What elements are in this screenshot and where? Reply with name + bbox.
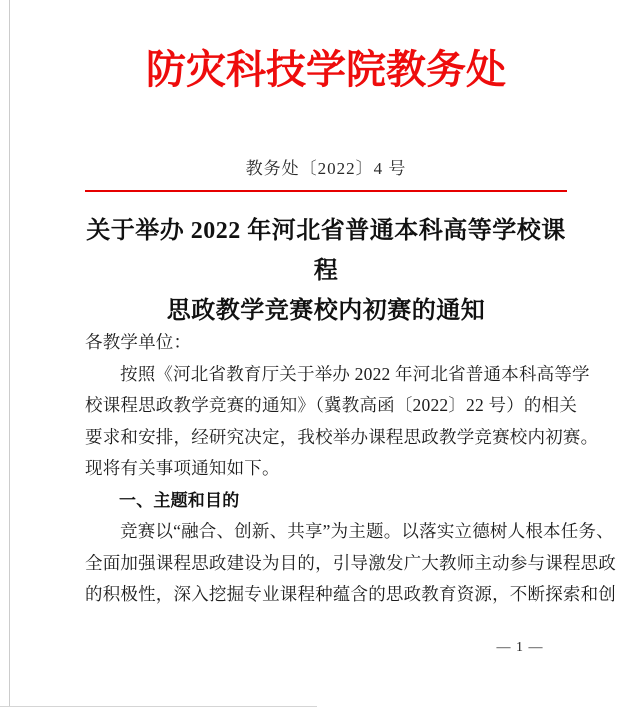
document-title-line-1: 关于举办 2022 年河北省普通本科高等学校课程: [86, 218, 566, 284]
body-line: 按照《河北省教育厅关于举办 2022 年河北省普通本科高等学: [120, 363, 590, 384]
page-number: — 1 —: [496, 640, 544, 655]
body-line: 现将有关事项通知如下。: [85, 458, 280, 478]
body-line: 的积极性，深入挖掘专业课程种蕴含的思政教育资源，不断探索和创: [85, 584, 616, 604]
body-line: 要求和安排，经研究决定，我校举办课程思政教学竞赛校内初赛。: [85, 426, 599, 447]
document-body: [85, 327, 616, 611]
document-reference-number: 教务处〔2022〕4 号: [245, 159, 407, 178]
body-line: 校课程思政教学竞赛的通知》（冀教高函〔2022〕22 号）的相关: [85, 395, 578, 415]
page-bottom-edge-line: [0, 706, 317, 707]
document-title: [75, 211, 577, 331]
document-title-line-2: 思政教学竞赛校内初赛的通知: [166, 298, 486, 324]
body-line: 各教学单位：: [85, 332, 192, 352]
page-left-edge-line: [9, 0, 10, 707]
body-line: 竞赛以“融合、创新、共享”为主题。以落实立德树人根本任务、: [120, 521, 614, 541]
agency-header-title: 防灾科技学院教务处: [146, 47, 506, 92]
red-divider-line: [85, 190, 567, 192]
body-line: 一、主题和目的: [119, 490, 240, 510]
body-line: 全面加强课程思政建设为目的，引导激发广大教师主动参与课程思政: [85, 552, 616, 573]
